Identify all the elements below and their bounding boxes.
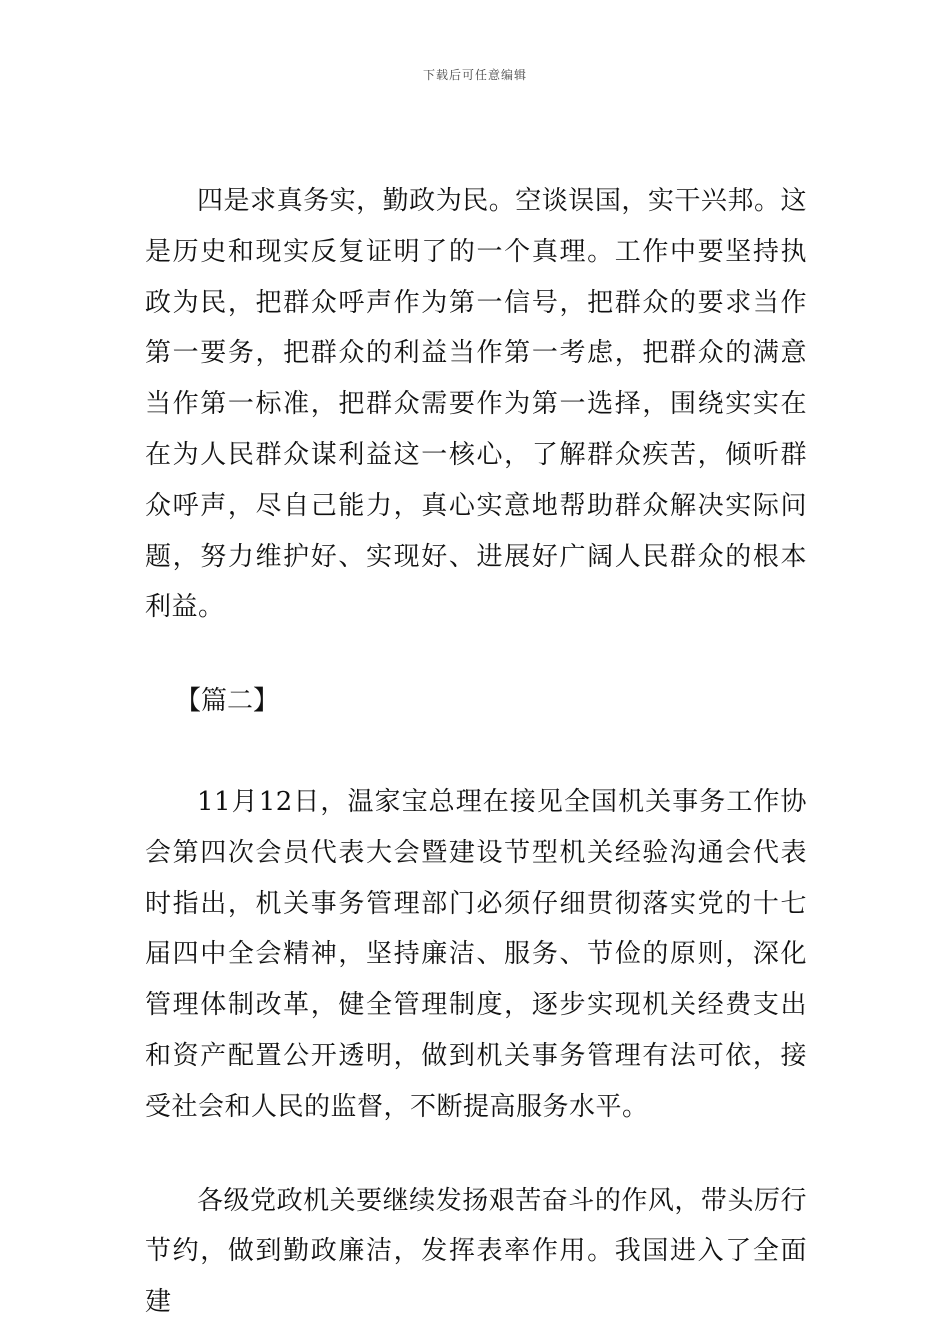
paragraph-1: 四是求真务实，勤政为民。空谈误国，实干兴邦。这是历史和现实反复证明了的一个真理。工作中要坚持执政为民，把群众呼声作为第一信号，把群众的要求当作第一要务，把群众的利益当作第一考虑，把群众的满意当作第一标准，把群众需要作为第一选择，围绕实实在在为人民群众谋利益这一核心，了解群众疾苦，倾听群众呼声，尽自己能力，真心实意地帮助群众解决实际问题，努力维护好、实现好、进展好广阔人民群众的根本利益。 [145, 186, 807, 623]
page-header: 下载后可任意编辑 [422, 68, 527, 82]
section-heading: 【篇二】 [175, 686, 280, 717]
paragraph-2: 11月12日，温家宝总理在接见全国机关事务工作协会第四次会员代表大会暨建设节型机关经验沟通会代表时指出，机关事务管理部门必须仔细贯彻落实党的十七届四中全会精神，坚持廉洁、服务、节俭的原则，深化管理体制改革，健全管理制度，逐步实现机关经费支出和资产配置公开透明，做到机关事务管理有法可依，接受社会和人民的监督，不断提高服务水平。 [145, 786, 807, 1122]
document-body [145, 176, 807, 1328]
paragraph-3: 各级党政机关要继续发扬艰苦奋斗的作风，带头厉行节约，做到勤政廉洁，发挥表率作用。我国进入了全面建 [145, 1185, 807, 1318]
